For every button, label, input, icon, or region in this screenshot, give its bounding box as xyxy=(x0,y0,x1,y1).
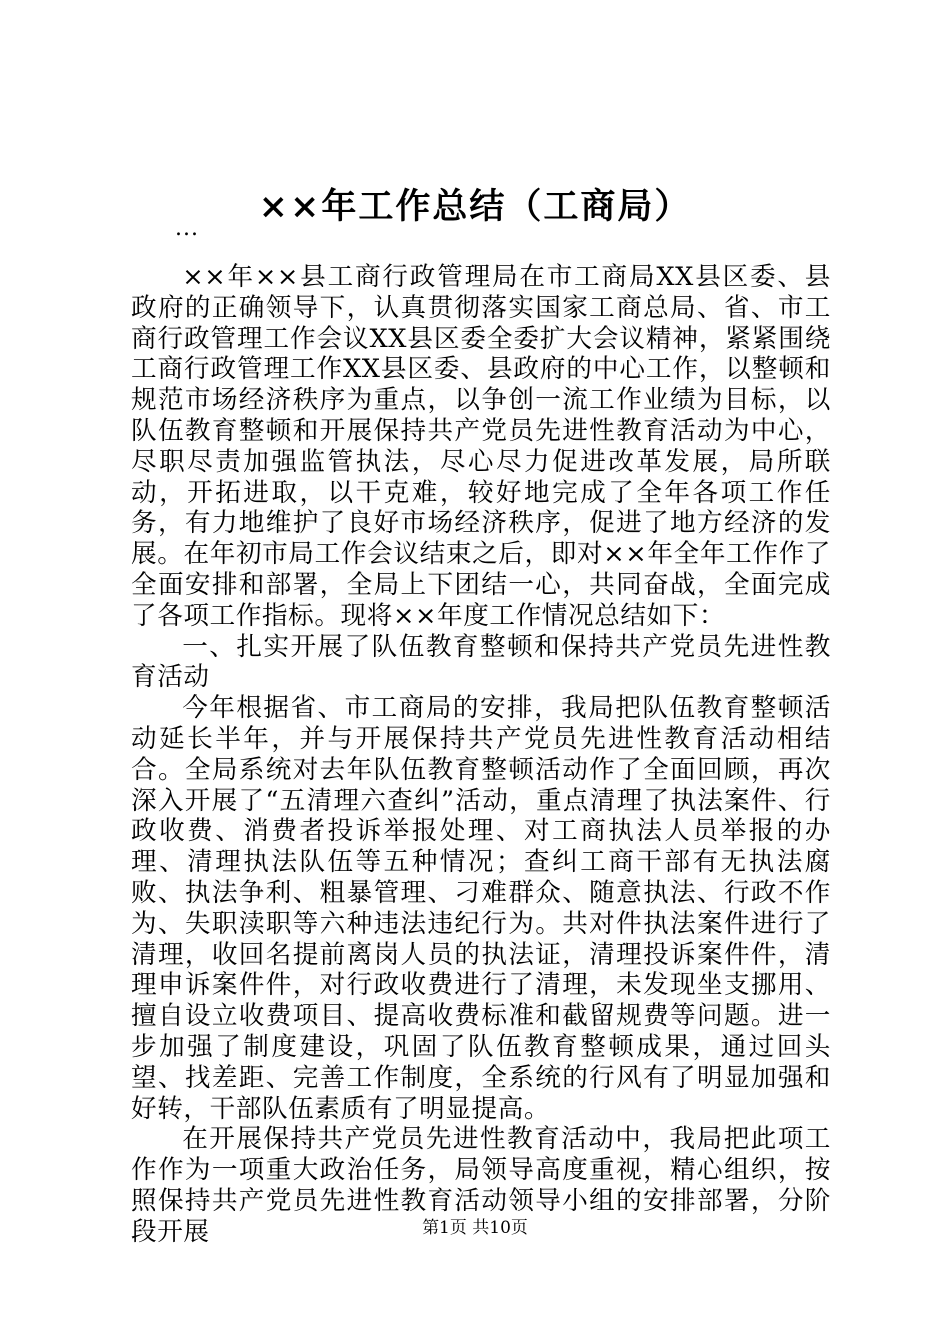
title-ellipsis: ... xyxy=(175,216,199,241)
section-heading-1: 一、扎实开展了队伍教育整顿和保持共产党员先进性教育活动 xyxy=(131,631,831,693)
paragraph-education-activity: 在开展保持共产党员先进性教育活动中，我局把此项工作作为一项重大政治任务，局领导高度重视，精心组织，按照保持共产党员先进性教育活动领导小组的安排部署，分阶段开展 xyxy=(131,1124,831,1247)
paragraph-intro: ××年××县工商行政管理局在市工商局XX县区委、县政府的正确领导下，认真贯彻落实国家工商总局、省、市工商行政管理工作会议XX县区委全委扩大会议精神，紧紧围绕工商行政管理工作XX县区委、县政府的中心工作，以整顿和规范市场经济秩序为重点，以争创一流工作业绩为目标，以队伍教育整顿和开展保持共产党员先进性教育活动为中心，尽职尽责加强监管执法，尽心尽力促进改革发展，局所联动，开拓进取，以干克难，较好地完成了全年各项工作任务，有力地维护了良好市场经济秩序，促进了地方经济的发展。在年初市局工作会议结束之后，即对××年全年工作作了全面安排和部署，全局上下团结一心，共同奋战，全面完成了各项工作指标。现将××年度工作情况总结如下： xyxy=(131,262,831,631)
document-body xyxy=(131,262,831,1248)
document-title: ××年工作总结（工商局） xyxy=(258,186,692,227)
page-footer: 第1页 共10页 xyxy=(422,1218,528,1238)
paragraph-rectification: 今年根据省、市工商局的安排，我局把队伍教育整顿活动延长半年，并与开展保持共产党员先进性教育活动相结合。全局系统对去年队伍教育整顿活动作了全面回顾，再次深入开展了“五清理六查纠”活动，重点清理了执法案件、行政收费、消费者投诉举报处理、对工商执法人员举报的办理、清理执法队伍等五种情况；查纠工商干部有无执法腐败、执法争利、粗暴管理、刁难群众、随意执法、行政不作为、失职渎职等六种违法违纪行为。共对件执法案件进行了清理，收回名提前离岗人员的执法证，清理投诉案件件，清理申诉案件件，对行政收费进行了清理，未发现坐支挪用、擅自设立收费项目、提高收费标准和截留规费等问题。进一步加强了制度建设，巩固了队伍教育整顿成果，通过回头望、找差距、完善工作制度，全系统的行风有了明显加强和好转，干部队伍素质有了明显提高。 xyxy=(131,693,831,1124)
